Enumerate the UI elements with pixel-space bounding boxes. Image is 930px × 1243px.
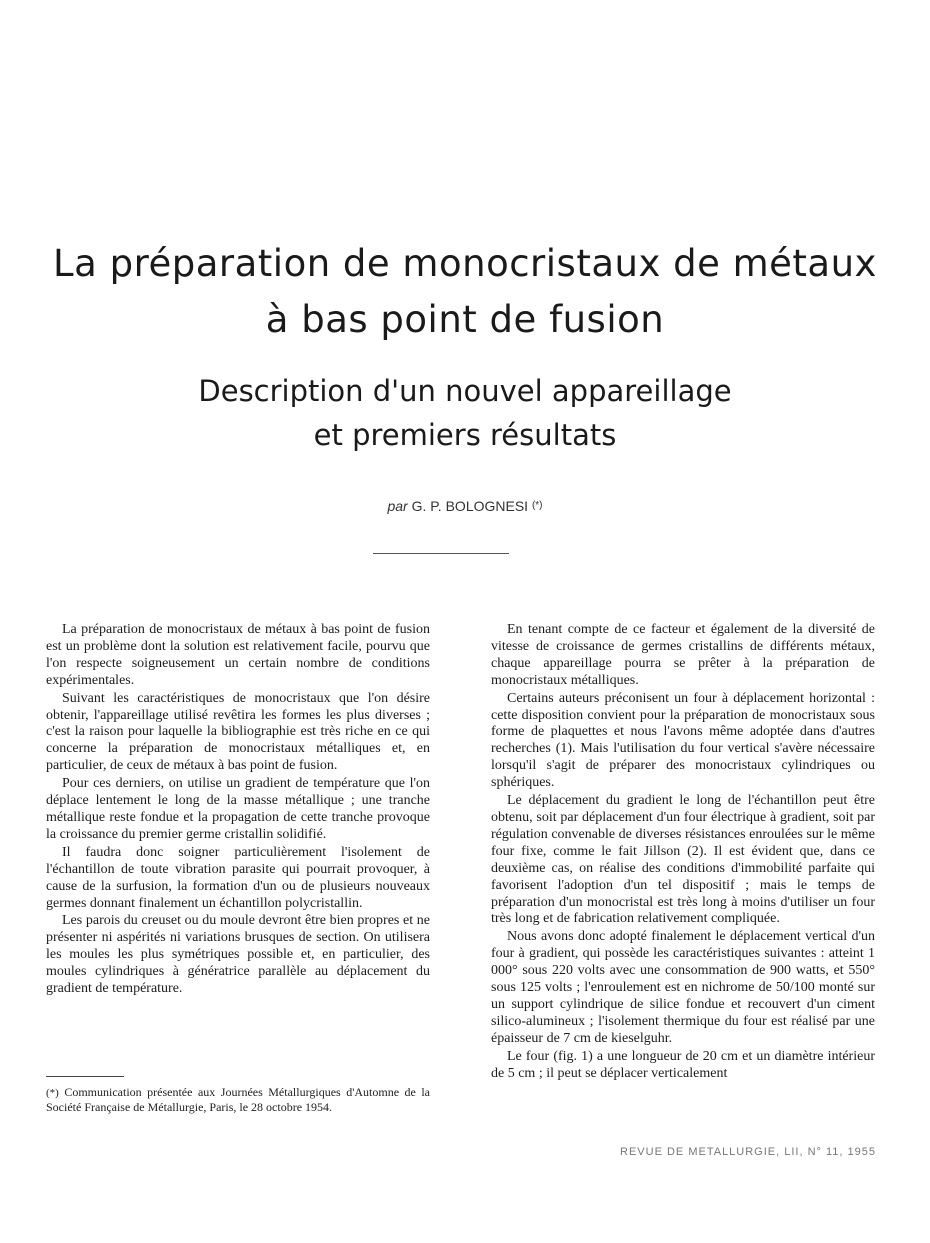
running-footer: REVUE DE METALLURGIE, LII, N° 11, 1955	[620, 1146, 876, 1158]
footnote-mark: (*)	[46, 1087, 59, 1099]
footnote	[46, 1086, 430, 1114]
right-column	[491, 622, 875, 1083]
article-title	[0, 236, 930, 348]
subtitle-line: et premiers résultats	[313, 418, 617, 452]
paragraph: Certains auteurs préconisent un four à déplacement horizontal : cette disposition convient pour la préparation de monocristaux sous forme de plaquettes et nous l'avons même adoptée dans d'autres recherches (1). Mais l'utilisation du four vertical s'avère nécessaire lorsqu'il s'agit de préparer des monocristaux cylindriques ou sphériques.	[491, 690, 875, 791]
author-note-mark: (*)	[531, 500, 543, 511]
left-column	[46, 622, 430, 999]
byline-prefix: par	[387, 498, 408, 514]
paragraph: Il faudra donc soigner particulièrement l'isolement de l'échantillon de toute vibration parasite qui pourrait provoquer, à cause de la surfusion, la formation d'un ou de plusieurs nouveaux germes donnant finalement un échantillon polycristallin.	[46, 844, 430, 911]
paragraph: Le four (fig. 1) a une longueur de 20 cm et un diamètre intérieur de 5 cm ; il peut se déplacer verticalement	[491, 1048, 875, 1081]
author-name: G. P. BOLOGNESI	[411, 498, 529, 514]
byline	[0, 498, 930, 514]
title-line: La préparation de monocristaux de métaux	[53, 242, 877, 285]
article-subtitle	[0, 369, 930, 457]
footnote-rule	[46, 1076, 124, 1077]
footnote-text: Communication présentée aux Journées Métallurgiques d'Automne de la Société Française de Métallurgie, Paris, le 28 octobre 1954.	[46, 1085, 431, 1114]
subtitle-line: Description d'un nouvel appareillage	[198, 374, 732, 408]
paragraph: Le déplacement du gradient le long de l'échantillon peut être obtenu, soit par déplacement d'un four électrique à gradient, soit par régulation convenable de diverses résistances enroulées sur le même four fixe, comme le fait Jillson (2). Il est évident que, dans ce deuxième cas, on réalise des conditions d'immobilité parfaite qui favorisent l'adoption d'un tel dispositif ; mais le temps de préparation d'un monocristal est très long à moins d'utiliser un four très long et de fabrication relativement compliquée.	[491, 793, 875, 927]
paragraph: Suivant les caractéristiques de monocristaux que l'on désire obtenir, l'appareillage utilisé revêtira les formes les plus diverses ; c'est la raison pour laquelle la bibliographie est très riche en ce qui concerne la préparation de monocristaux métalliques et, en particulier, de ceux de métaux à bas point de fusion.	[46, 690, 430, 774]
paragraph: Pour ces derniers, on utilise un gradient de température que l'on déplace lentement le long de la masse métallique ; une tranche métallique reste fondue et la propagation de cette tranche provoque la croissance du premier germe cristallin solidifié.	[46, 776, 430, 842]
paragraph: En tenant compte de ce facteur et également de la diversité de vitesse de croissance de germes cristallins de différents métaux, chaque appareillage pourra se prêter à la préparation de monocristaux métalliques.	[491, 622, 875, 688]
paragraph: Les parois du creuset ou du moule devront être bien propres et ne présenter ni aspérités ni variations brusques de section. On utilisera les moules les plus symétriques possible et, en particulier, des moules cylindriques à génératrice parallèle au déplacement du gradient de température.	[46, 913, 430, 997]
title-line: à bas point de fusion	[265, 298, 665, 341]
paragraph: La préparation de monocristaux de métaux à bas point de fusion est un problème dont la solution est relativement facile, pourvu que l'on respecte soigneusement un certain nombre de conditions expérimentales.	[46, 622, 430, 688]
title-divider	[373, 553, 509, 554]
paragraph: Nous avons donc adopté finalement le déplacement vertical d'un four à gradient, qui possède les caractéristiques suivantes : atteint 1 000° sous 220 volts avec une consommation de 900 watts, et 550° sous 125 volts ; l'enroulement est en nichrome de 50/100 monté sur un support cylindrique de silice fondue et recouvert d'un ciment silico-alumineux ; l'isolement thermique du four est réalisé par une épaisseur de 7 cm de kieselguhr.	[491, 929, 875, 1046]
